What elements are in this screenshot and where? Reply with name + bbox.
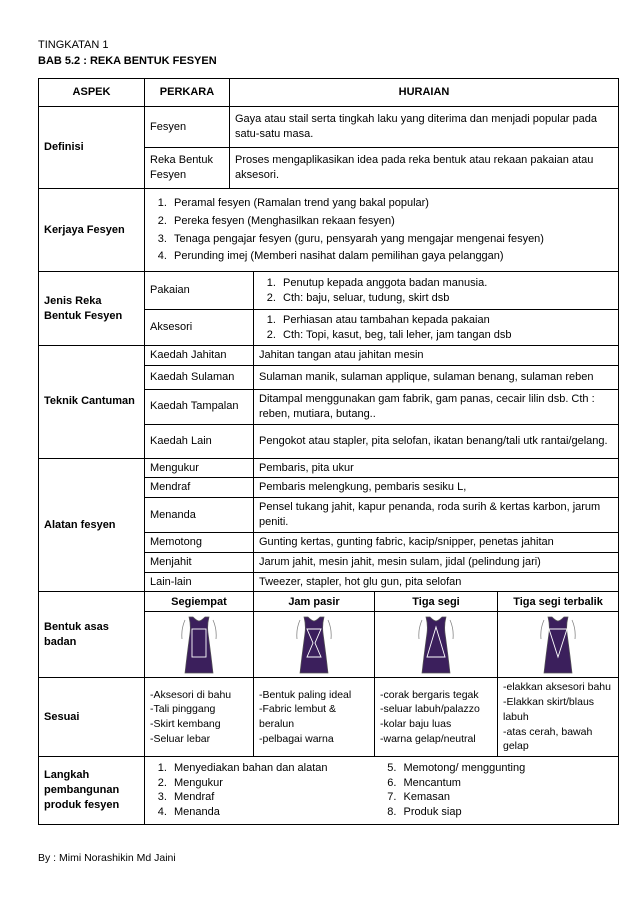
huraian-cell: Pengokot atau stapler, pita selofan, ikatan benang/tali utk rantai/gelang.: [254, 424, 619, 458]
langkah-left-cell: [145, 756, 375, 824]
sesuai-line: -kolar baju luas: [380, 718, 452, 731]
table-row: [39, 678, 619, 756]
table-row: [39, 756, 619, 824]
aspek-langkah: Langkah pembangunan produk fesyen: [39, 756, 145, 824]
chapter-title: BAB 5.2 : REKA BENTUK FESYEN: [38, 55, 217, 67]
aspek-bentuk: Bentuk asas badan: [39, 592, 145, 678]
shape-header: Jam pasir: [254, 592, 375, 612]
sesuai-line: -Bentuk paling ideal: [259, 688, 352, 701]
sesuai-line: -corak bergaris tegak: [380, 688, 479, 701]
perkara-cell: Reka Bentuk Fesyen: [145, 148, 230, 189]
sesuai-line: -warna gelap/neutral: [380, 732, 476, 745]
list-item: 5. Memotong/ menggunting: [400, 761, 614, 776]
perkara-cell: Kaedah Lain: [145, 424, 254, 458]
aspek-teknik: Teknik Cantuman: [39, 346, 145, 459]
sesuai-line: -pelbagai warna: [259, 732, 334, 745]
perkara-cell: Menjahit: [145, 552, 254, 572]
sesuai-line: gelap: [503, 740, 529, 753]
list-item: 2. Pereka fesyen (Menghasilkan rekaan fesyen): [170, 214, 613, 229]
list-item: 1. Penutup kepada anggota badan manusia.: [279, 276, 613, 291]
table-header-row: [39, 79, 619, 107]
sesuai-line: beralun: [259, 718, 295, 731]
shape-cell: [498, 612, 619, 678]
aspek-sesuai: Sesuai: [39, 678, 145, 756]
aspek-definisi: Definisi: [39, 107, 145, 189]
list-item: 4. Perunding imej (Memberi nasihat dalam pemilihan gaya pelanggan): [170, 249, 613, 264]
perkara-cell: Pakaian: [145, 272, 254, 310]
sesuai-line: -Seluar lebar: [150, 732, 211, 745]
shape-header: Tiga segi terbalik: [498, 592, 619, 612]
shape-cell: [254, 612, 375, 678]
table-row: [39, 189, 619, 272]
list-item: 7. Kemasan: [400, 790, 614, 805]
hourglass-body-dress-icon: [294, 615, 334, 675]
sesuai-line: -Aksesori di bahu: [150, 688, 232, 701]
langkah-right-list: [380, 761, 614, 820]
list-item: 2. Cth: baju, seluar, tudung, skirt dsb: [279, 291, 613, 306]
sesuai-cell: [375, 678, 498, 756]
sesuai-line: labuh: [503, 710, 529, 723]
huraian-cell: [254, 310, 619, 346]
huraian-cell: [254, 272, 619, 310]
perkara-cell: Memotong: [145, 532, 254, 552]
list-item: 2. Mengukur: [170, 776, 370, 791]
langkah-left-list: [150, 761, 370, 820]
perkara-cell: Lain-lain: [145, 572, 254, 592]
langkah-right-cell: [375, 756, 619, 824]
perkara-cell: Fesyen: [145, 107, 230, 148]
list-item: 3. Mendraf: [170, 790, 370, 805]
kerjaya-cell: [145, 189, 619, 272]
huraian-cell: Gaya atau stail serta tingkah laku yang diterima dan menjadi popular pada satu-satu masa.: [230, 107, 619, 148]
table-row: [39, 346, 619, 366]
huraian-cell: Sulaman manik, sulaman applique, sulaman benang, sulaman reben: [254, 365, 619, 389]
sesuai-line: -elakkan aksesori bahu: [503, 681, 611, 694]
list-item: 1. Peramal fesyen (Ramalan trend yang bakal popular): [170, 196, 613, 211]
aksesori-list: [259, 313, 613, 343]
perkara-cell: Aksesori: [145, 310, 254, 346]
perkara-cell: Kaedah Jahitan: [145, 346, 254, 366]
list-item: 4. Menanda: [170, 805, 370, 820]
shape-header: Segiempat: [145, 592, 254, 612]
aspek-jenis: Jenis Reka Bentuk Fesyen: [39, 272, 145, 346]
huraian-cell: Jarum jahit, mesin jahit, mesin sulam, jidal (pelindung jari): [254, 552, 619, 572]
author-footer: By : Mimi Norashikin Md Jaini: [38, 852, 176, 864]
header-perkara: PERKARA: [145, 79, 230, 107]
level-label: TINGKATAN 1: [38, 39, 109, 51]
list-item: 2. Cth: Topi, kasut, beg, tali leher, jam tangan dsb: [279, 328, 613, 343]
huraian-cell: Pembaris, pita ukur: [254, 458, 619, 478]
list-item: 6. Mencantum: [400, 776, 614, 791]
list-item: 3. Tenaga pengajar fesyen (guru, pensyarah yang mengajar mengenai fesyen): [170, 232, 613, 247]
header-aspek: ASPEK: [39, 79, 145, 107]
kerjaya-list: [150, 196, 613, 264]
huraian-cell: Ditampal menggunakan gam fabrik, gam panas, cecair lilin dsb. Cth : reben, mutiara, butang..: [254, 389, 619, 424]
huraian-cell: Jahitan tangan atau jahitan mesin: [254, 346, 619, 366]
fashion-design-table: [38, 78, 619, 825]
table-row: [39, 272, 619, 310]
rectangle-body-dress-icon: [179, 615, 219, 675]
shape-cell: [375, 612, 498, 678]
perkara-cell: Menanda: [145, 498, 254, 533]
perkara-cell: Mendraf: [145, 478, 254, 498]
sesuai-cell: [498, 678, 619, 756]
shape-cell: [145, 612, 254, 678]
table-row: [39, 458, 619, 478]
shape-header: Tiga segi: [375, 592, 498, 612]
sesuai-line: -Skirt kembang: [150, 718, 221, 731]
sesuai-line: -Tali pinggang: [150, 703, 216, 716]
list-item: 1. Menyediakan bahan dan alatan: [170, 761, 370, 776]
sesuai-cell: [145, 678, 254, 756]
list-item: 8. Produk siap: [400, 805, 614, 820]
sesuai-cell: [254, 678, 375, 756]
header-huraian: HURAIAN: [230, 79, 619, 107]
inverted-triangle-body-dress-icon: [538, 615, 578, 675]
sesuai-line: -atas cerah, bawah: [503, 725, 593, 738]
perkara-cell: Mengukur: [145, 458, 254, 478]
huraian-cell: Pensel tukang jahit, kapur penanda, roda surih & kertas karbon, jarum peniti.: [254, 498, 619, 533]
aspek-kerjaya: Kerjaya Fesyen: [39, 189, 145, 272]
sesuai-line: -seluar labuh/palazzo: [380, 703, 480, 716]
table-row: [39, 107, 619, 148]
table-row: [39, 592, 619, 612]
aspek-alatan: Alatan fesyen: [39, 458, 145, 592]
list-item: 1. Perhiasan atau tambahan kepada pakaian: [279, 313, 613, 328]
perkara-cell: Kaedah Tampalan: [145, 389, 254, 424]
huraian-cell: Pembaris melengkung, pembaris sesiku L,: [254, 478, 619, 498]
sesuai-line: -Elakkan skirt/blaus: [503, 696, 595, 709]
triangle-body-dress-icon: [416, 615, 456, 675]
huraian-cell: Tweezer, stapler, hot glu gun, pita selofan: [254, 572, 619, 592]
perkara-cell: Kaedah Sulaman: [145, 365, 254, 389]
sesuai-line: -Fabric lembut &: [259, 703, 337, 716]
pakaian-list: [259, 276, 613, 306]
huraian-cell: Proses mengaplikasikan idea pada reka bentuk atau rekaan pakaian atau aksesori.: [230, 148, 619, 189]
huraian-cell: Gunting kertas, gunting fabric, kacip/snipper, penetas jahitan: [254, 532, 619, 552]
